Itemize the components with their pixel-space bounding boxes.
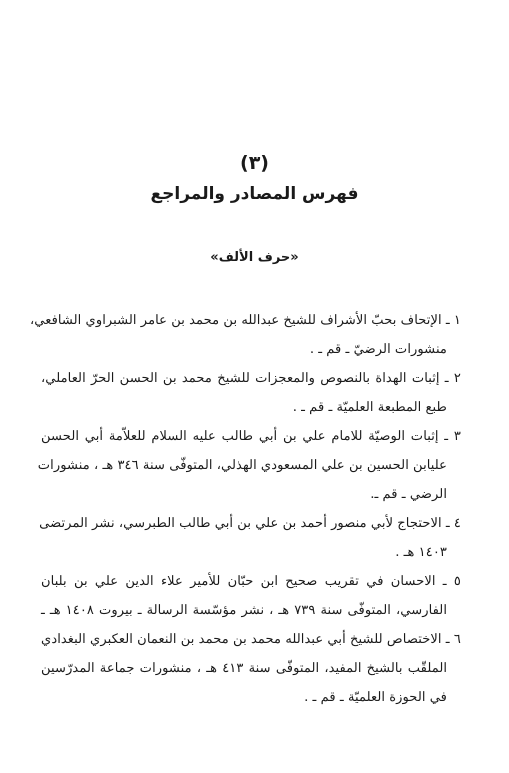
entry-line: ١ ـ الإتحاف بحبّ الأشراف للشيخ عبدالله بن محمد بن عامر الشبراوي الشافعي، bbox=[29, 313, 461, 328]
entry-line: ٣ ـ إثبات الوصيّة للامام علي بن أبي طالب عليه السلام للعلاّمة أبي الحسن bbox=[41, 429, 461, 444]
bibliography-entry bbox=[37, 422, 461, 509]
entry-line: ٦ ـ الاختصاص للشيخ أبي عبدالله محمد بن محمد بن النعمان العكبري البغدادي bbox=[41, 632, 461, 647]
entry-line: منشورات الرضيّ ـ قم ـ . bbox=[309, 342, 447, 357]
chapter-title: فهرس المصادر والمراجع bbox=[150, 184, 359, 204]
section-heading: «حرف الألف» bbox=[210, 250, 299, 265]
entry-line: عليابن الحسين بن علي المسعودي الهذلي، المتوفّى سنة ٣٤٦ هـ ، منشورات bbox=[37, 458, 447, 473]
entry-line: ٤ ـ الاحتجاج لأبي منصور أحمد بن علي بن أبي طالب الطبرسي، نشر المرتضى bbox=[39, 516, 461, 531]
bibliography-list bbox=[29, 306, 461, 712]
entry-line: ٢ ـ إثبات الهداة بالنصوص والمعجزات للشيخ محمد بن الحسن الحرّ العاملي، bbox=[41, 371, 461, 386]
bibliography-entry bbox=[41, 509, 461, 567]
bibliography-entry bbox=[41, 625, 461, 712]
entry-line: الملقّب بالشيخ المفيد، المتوفّى سنة ٤١٣ هـ ، منشورات جماعة المدرّسين bbox=[41, 661, 447, 676]
chapter-number: (٣) bbox=[240, 152, 269, 174]
entry-line: الرضي ـ قم ـ. bbox=[370, 487, 447, 502]
bibliography-entry bbox=[41, 364, 461, 422]
bibliography-entry bbox=[29, 306, 461, 364]
entry-line: ١٤٠٣ هـ . bbox=[395, 545, 447, 560]
bibliography-entry bbox=[41, 567, 461, 625]
entry-line: في الحوزة العلميّة ـ قم ـ . bbox=[304, 690, 447, 705]
entry-line: الفارسي، المتوفّى سنة ٧٣٩ هـ ، نشر مؤسّسة الرسالة ـ بيروت ١٤٠٨ هـ ـ bbox=[41, 603, 447, 618]
entry-line: طبع المطبعة العلميّة ـ قم ـ . bbox=[292, 400, 447, 415]
entry-line: ٥ ـ الاحسان في تقريب صحيح ابن حبّان للأمير علاء الدين علي بن بلبان bbox=[41, 574, 461, 589]
